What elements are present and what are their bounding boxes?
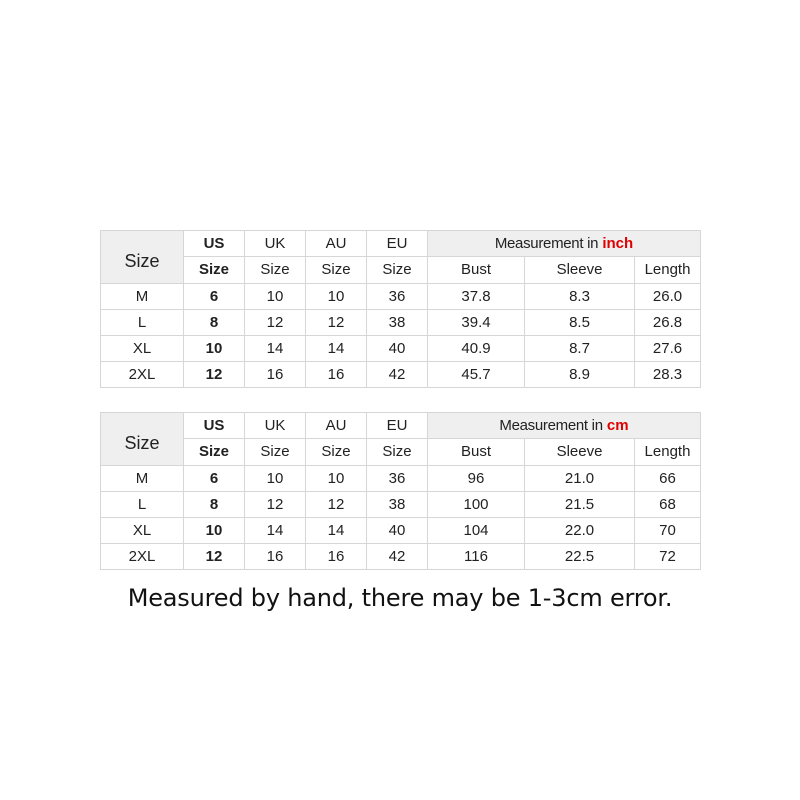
uk-cell: 10: [245, 466, 306, 492]
bust-header: Bust: [428, 439, 525, 466]
eu-header-bottom: Size: [367, 257, 428, 284]
eu-cell: 36: [367, 284, 428, 310]
sleeve-cell: 8.7: [525, 336, 635, 362]
au-header-top: AU: [306, 231, 367, 257]
bust-cell: 40.9: [428, 336, 525, 362]
us-cell: 8: [184, 310, 245, 336]
eu-cell: 36: [367, 466, 428, 492]
au-cell: 14: [306, 518, 367, 544]
uk-cell: 10: [245, 284, 306, 310]
bust-cell: 100: [428, 492, 525, 518]
uk-cell: 12: [245, 310, 306, 336]
bust-header: Bust: [428, 257, 525, 284]
size-cell: XL: [101, 518, 184, 544]
table-row: [101, 466, 701, 492]
length-cell: 66: [635, 466, 701, 492]
size-cell: M: [101, 466, 184, 492]
table-row: [101, 492, 701, 518]
length-cell: 27.6: [635, 336, 701, 362]
uk-header-bottom: Size: [245, 439, 306, 466]
au-cell: 10: [306, 284, 367, 310]
us-cell: 12: [184, 544, 245, 570]
sleeve-header: Sleeve: [525, 257, 635, 284]
size-chart-cm: [100, 412, 701, 570]
bust-cell: 104: [428, 518, 525, 544]
size-cell: L: [101, 492, 184, 518]
size-cell: XL: [101, 336, 184, 362]
us-cell: 6: [184, 284, 245, 310]
length-cell: 68: [635, 492, 701, 518]
au-header-bottom: Size: [306, 439, 367, 466]
us-header-bottom: Size: [184, 257, 245, 284]
size-chart-inch: [100, 230, 701, 388]
au-cell: 12: [306, 310, 367, 336]
length-cell: 70: [635, 518, 701, 544]
uk-cell: 14: [245, 336, 306, 362]
sleeve-cell: 21.0: [525, 466, 635, 492]
measurement-header: [428, 413, 701, 439]
table-row: [101, 362, 701, 388]
uk-cell: 12: [245, 492, 306, 518]
eu-cell: 40: [367, 518, 428, 544]
length-header: Length: [635, 439, 701, 466]
bust-cell: 96: [428, 466, 525, 492]
size-header: Size: [101, 231, 184, 284]
table-row: [101, 544, 701, 570]
length-cell: 26.8: [635, 310, 701, 336]
eu-cell: 38: [367, 492, 428, 518]
sleeve-cell: 22.0: [525, 518, 635, 544]
header-subrow: [101, 257, 701, 284]
length-header: Length: [635, 257, 701, 284]
eu-cell: 38: [367, 310, 428, 336]
us-header-top: US: [184, 413, 245, 439]
sleeve-cell: 22.5: [525, 544, 635, 570]
table-row: [101, 518, 701, 544]
size-cell: 2XL: [101, 544, 184, 570]
us-header-bottom: Size: [184, 439, 245, 466]
size-cell: L: [101, 310, 184, 336]
bust-cell: 116: [428, 544, 525, 570]
size-cell: 2XL: [101, 362, 184, 388]
eu-header-top: EU: [367, 231, 428, 257]
measurement-unit: inch: [602, 234, 634, 252]
eu-cell: 42: [367, 362, 428, 388]
header-row: [101, 231, 701, 257]
length-cell: 26.0: [635, 284, 701, 310]
sleeve-cell: 21.5: [525, 492, 635, 518]
au-cell: 10: [306, 466, 367, 492]
eu-header-top: EU: [367, 413, 428, 439]
bust-cell: 39.4: [428, 310, 525, 336]
measurement-label: Measurement in: [494, 234, 599, 252]
uk-cell: 14: [245, 518, 306, 544]
table-row: [101, 310, 701, 336]
au-cell: 12: [306, 492, 367, 518]
au-header-bottom: Size: [306, 257, 367, 284]
eu-cell: 40: [367, 336, 428, 362]
header-row: [101, 413, 701, 439]
au-cell: 14: [306, 336, 367, 362]
us-cell: 10: [184, 518, 245, 544]
header-subrow: [101, 439, 701, 466]
uk-header-top: UK: [245, 231, 306, 257]
sleeve-cell: 8.3: [525, 284, 635, 310]
table-row: [101, 336, 701, 362]
measurement-note: Measured by hand, there may be 1-3cm error.: [127, 584, 673, 612]
sleeve-cell: 8.9: [525, 362, 635, 388]
uk-header-bottom: Size: [245, 257, 306, 284]
measurement-header: [428, 231, 701, 257]
measurement-unit: cm: [606, 416, 629, 434]
au-cell: 16: [306, 544, 367, 570]
size-header: Size: [101, 413, 184, 466]
uk-header-top: UK: [245, 413, 306, 439]
au-cell: 16: [306, 362, 367, 388]
us-cell: 6: [184, 466, 245, 492]
au-header-top: AU: [306, 413, 367, 439]
eu-cell: 42: [367, 544, 428, 570]
size-cell: M: [101, 284, 184, 310]
uk-cell: 16: [245, 544, 306, 570]
us-cell: 12: [184, 362, 245, 388]
bust-cell: 45.7: [428, 362, 525, 388]
uk-cell: 16: [245, 362, 306, 388]
measurement-label: Measurement in: [499, 416, 603, 434]
length-cell: 28.3: [635, 362, 701, 388]
sleeve-cell: 8.5: [525, 310, 635, 336]
length-cell: 72: [635, 544, 701, 570]
us-cell: 8: [184, 492, 245, 518]
eu-header-bottom: Size: [367, 439, 428, 466]
sleeve-header: Sleeve: [525, 439, 635, 466]
bust-cell: 37.8: [428, 284, 525, 310]
us-cell: 10: [184, 336, 245, 362]
us-header-top: US: [184, 231, 245, 257]
table-row: [101, 284, 701, 310]
